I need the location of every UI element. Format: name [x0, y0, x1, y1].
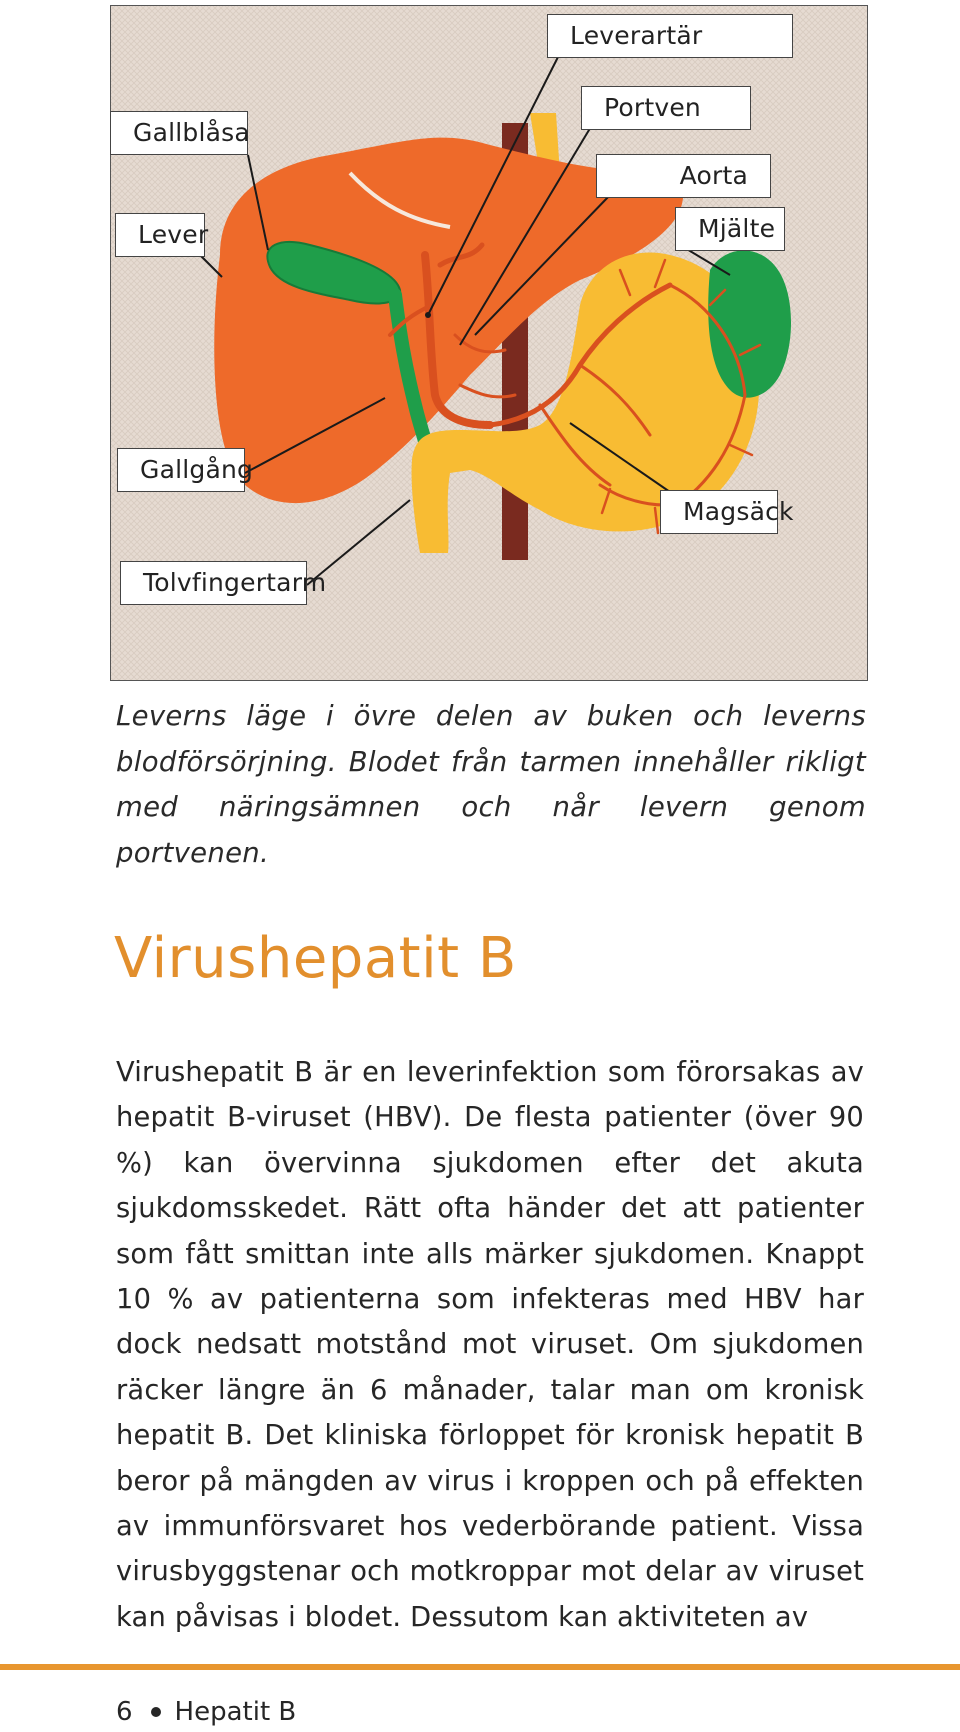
label-gallblasa: Gallblåsa: [110, 111, 248, 155]
label-tolvfingertarm: Tolvfingertarm: [120, 561, 307, 605]
label-portven: Portven: [581, 86, 751, 130]
label-aorta: Aorta: [596, 154, 771, 198]
label-magsack: Magsäck: [660, 490, 778, 534]
label-gallgang: Gallgång: [117, 448, 245, 492]
page-footer: [116, 1697, 296, 1727]
label-leverartar: Leverartär: [547, 14, 793, 58]
footer-title: Hepatit B: [174, 1697, 297, 1727]
spleen-shape: [708, 250, 791, 397]
footer-rule: [0, 1664, 960, 1670]
label-lever: Lever: [115, 213, 205, 257]
figure-caption: Leverns läge i övre delen av buken och leverns blodförsörjning. Blodet från tarmen innehåller rikligt med näringsämnen och når levern genom portvenen.: [116, 700, 866, 869]
liver-anatomy-figure: [110, 5, 868, 681]
page-number: 6: [116, 1697, 133, 1727]
section-body: Virushepatit B är en leverinfektion som förorsakas av hepatit B-viruset (HBV). De flesta patienter (över 90 %) kan övervinna sjukdomen efter det akuta sjukdomsskedet. Rätt ofta händer det att patienter som fått smittan inte alls märker sjukdomen. Knappt 10 % av patienterna som infekteras med HBV har dock nedsatt motstånd mot viruset. Om sjukdomen räcker längre än 6 månader, talar man om kronisk hepatit B. Det kliniska förloppet för kronisk hepatit B beror på mängden av virus i kroppen och på effekten av immunförsvaret hos vederbörande patient. Vissa virusbyggstenar och motkroppar mot delar av viruset kan påvisas i blodet. Dessutom kan aktiviteten av: [116, 1057, 864, 1633]
bullet-separator: [151, 1707, 161, 1717]
section-title: Virushepatit B: [114, 926, 517, 991]
label-mjalte: Mjälte: [675, 207, 785, 251]
